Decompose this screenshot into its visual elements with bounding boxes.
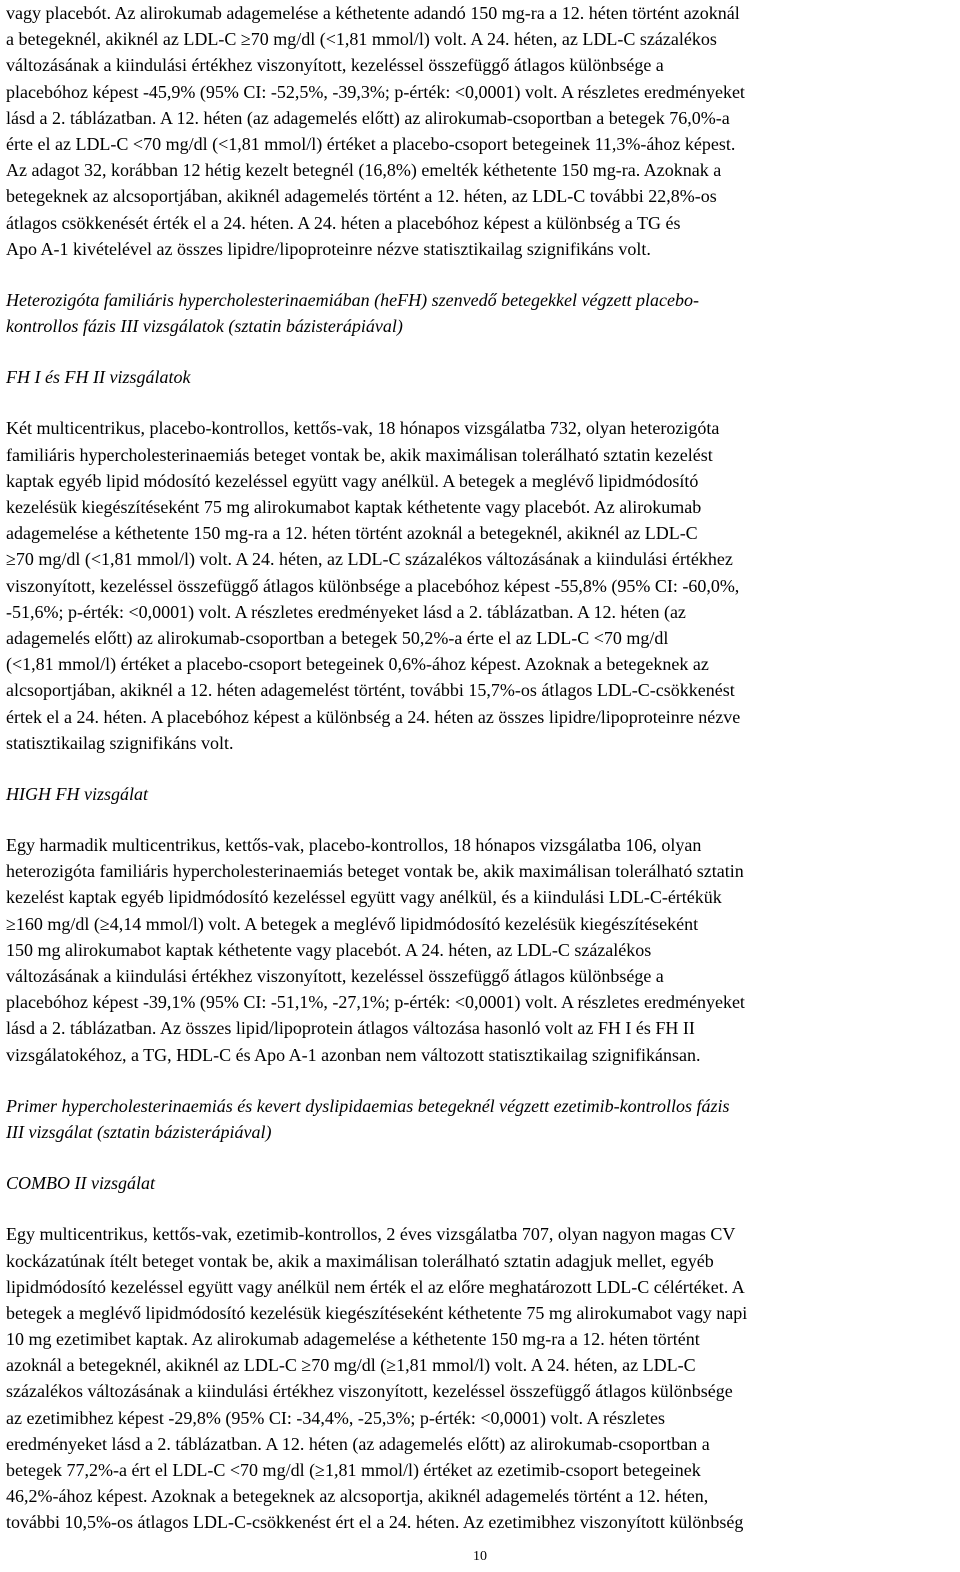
- text-line: viszonyított, kezeléssel összefüggő átlagos különbsége a placebóhoz képest -55,8% (95% CI: -60,0%,: [6, 575, 740, 596]
- block-gap: [6, 1196, 956, 1221]
- text-line: a betegeknél, akiknél az LDL-C ≥70 mg/dl (<1,81 mmol/l) volt. A 24. héten, az LDL-C százalékos: [6, 29, 717, 50]
- text-line: kockázatúnak ítélt beteget vontak be, akik a maximálisan tolerálható sztatin adagjuk mellet, egyéb: [6, 1250, 714, 1271]
- section-heading: [6, 1093, 956, 1145]
- text-line: III vizsgálat (sztatin bázisterápiával): [6, 1121, 272, 1142]
- body-paragraph: [6, 1221, 956, 1535]
- text-line: Egy multicentrikus, kettős-vak, ezetimib-kontrollos, 2 éves vizsgálatba 707, olyan nagyon magas CV: [6, 1224, 736, 1245]
- text-line: 150 mg alirokumabot kaptak kéthetente vagy placebót. A 24. héten, az LDL-C százalékos: [6, 939, 652, 960]
- text-line: betegeknek az alcsoportjában, akiknél adagemelés történt a 12. héten, az LDL-C további 22,8%-os: [6, 186, 717, 207]
- text-line: Apo A-1 kivételével az összes lipidre/lipoproteinre nézve statisztikailag szignifikáns volt.: [6, 238, 651, 259]
- text-line: -51,6%; p-érték: <0,0001) volt. A részletes eredményeket lásd a 2. táblázatban. A 12. héten (az: [6, 601, 686, 622]
- text-line: ≥160 mg/dl (≥4,14 mmol/l) volt. A betegek a meglévő lipidmódosító kezelésük kiegészítéseként: [6, 913, 699, 934]
- text-line: betegek 77,2%-a ért el LDL-C <70 mg/dl (≥1,81 mmol/l) értéket az ezetimib-csoport betegeinek: [6, 1460, 701, 1480]
- text-line: változásának a kiindulási értékhez viszonyított, kezeléssel összefüggő átlagos különbsége a: [6, 966, 664, 986]
- text-line: Primer hypercholesterinaemiás és kevert dyslipidaemias betegeknél végzett ezetimib-kontrollos fázis: [6, 1095, 730, 1116]
- text-line: értek el a 24. héten. A placebóhoz képest a különbség a 24. héten az összes lipidre/lipoproteinre nézve: [6, 706, 741, 727]
- text-line: adagemelés előtt) az alirokumab-csoportban a betegek 50,2%-a érte el az LDL-C <70 mg/dl: [6, 627, 669, 648]
- text-line: heterozigóta familiáris hypercholesterinaemiás beteget vontak be, akik maximálisan tolerálható sztatin: [6, 861, 744, 882]
- text-line: Két multicentrikus, placebo-kontrollos, kettős-vak, 18 hónapos vizsgálatba 732, olyan heterozigóta: [6, 418, 720, 439]
- text-line: kontrollos fázis III vizsgálatok (sztatin bázisterápiával): [6, 316, 403, 337]
- subsection-heading: [6, 364, 956, 390]
- text-line: familiáris hypercholesterinaemiás beteget vontak be, akik maximálisan tolerálható sztatin kezelést: [6, 444, 713, 465]
- text-line: érte el az LDL-C <70 mg/dl (<1,81 mmol/l) értéket a placebo-csoport betegeinek 11,3%-ához képest.: [6, 133, 736, 154]
- text-line: százalékos változásának a kiindulási értékhez viszonyított, kezeléssel összefüggő átlagos különbsége: [6, 1381, 733, 1402]
- subsection-heading: [6, 1170, 956, 1196]
- text-line: lásd a 2. táblázatban. A 12. héten (az adagemelés előtt) az alirokumab-csoportban a betegek 76,0%-a: [6, 107, 730, 128]
- text-line: adagemelése a kéthetente 150 mg-ra a 12. héten történt azoknál a betegeknél, akiknél az LDL-C: [6, 523, 698, 544]
- block-gap: [6, 390, 956, 415]
- text-line: (<1,81 mmol/l) értéket a placebo-csoport betegeinek 0,6%-ához képest. Azoknak a betegeknek az: [6, 654, 709, 675]
- text-line: átlagos csökkenését érték el a 24. héten. A 24. héten a placebóhoz képest a különbség a TG és: [6, 212, 681, 233]
- text-line: statisztikailag szignifikáns volt.: [6, 732, 234, 753]
- text-line: HIGH FH vizsgálat: [6, 783, 148, 804]
- text-line: lipidmódosító kezeléssel együtt vagy anélkül nem érték el az előre meghatározott LDL-C célértéket. A: [6, 1276, 745, 1297]
- text-line: betegek a meglévő lipidmódosító kezelésük kiegészítéseként kéthetente 75 mg alirokumabot vagy napi: [6, 1302, 748, 1323]
- block-gap: [6, 1068, 956, 1093]
- text-line: Az adagot 32, korábban 12 hétig kezelt betegnél (16,8%) emelték kéthetente 150 mg-ra. Azoknak a: [6, 160, 722, 181]
- text-line: azoknál a betegeknél, akiknél az LDL-C ≥70 mg/dl (≥1,81 mmol/l) volt. A 24. héten, az LDL-C: [6, 1355, 696, 1376]
- page-number: 10: [473, 1549, 487, 1564]
- body-paragraph: [6, 832, 956, 1068]
- text-line: kezelésük kiegészítéseként 75 mg alirokumabot kaptak kéthetente vagy placebót. Az alirokumab: [6, 497, 702, 517]
- text-line: 46,2%-ához képest. Azoknak a betegeknek az alcsoportja, akiknél adagemelés történt a 12. héten,: [6, 1486, 709, 1507]
- text-line: Heterozigóta familiáris hypercholesterinaemiában (heFH) szenvedő betegekkel végzett placebo-: [6, 289, 699, 310]
- text-line: vagy placebót. Az alirokumab adagemelése a kéthetente adandó 150 mg-ra a 12. héten történt azoknál: [6, 3, 740, 23]
- text-line: további 10,5%-os átlagos LDL-C-csökkenést ért el a 24. héten. Az ezetimibhez viszonyított különbség: [6, 1512, 744, 1533]
- body-paragraph: [6, 415, 956, 755]
- block-gap: [6, 262, 956, 287]
- text-line: FH I és FH II vizsgálatok: [6, 367, 191, 388]
- text-line: ≥70 mg/dl (<1,81 mmol/l) volt. A 24. héten, az LDL-C százalékos változásának a kiindulási értékhez: [6, 549, 733, 570]
- text-line: placebóhoz képest -45,9% (95% CI: -52,5%, -39,3%; p-érték: <0,0001) volt. A részletes eredményeket: [6, 81, 745, 102]
- text-line: lásd a 2. táblázatban. Az összes lipid/lipoprotein átlagos változása hasonló volt az FH I és FH II: [6, 1018, 695, 1039]
- text-line: Egy harmadik multicentrikus, kettős-vak, placebo-kontrollos, 18 hónapos vizsgálatba 106, olyan: [6, 835, 702, 856]
- text-line: kezelést kaptak egyéb lipidmódosító kezeléssel együtt vagy anélkül, és a kiindulási LDL-C-értékük: [6, 887, 722, 908]
- text-line: alcsoportjában, akiknél a 12. héten adagemelést történt, további 15,7%-os átlagos LDL-C-csökkenést: [6, 680, 735, 701]
- subsection-heading: [6, 781, 956, 807]
- block-gap: [6, 339, 956, 364]
- section-heading: [6, 287, 956, 339]
- block-gap: [6, 756, 956, 781]
- document-page: [6, 0, 956, 1536]
- body-paragraph: [6, 0, 956, 262]
- text-line: az ezetimibhez képest -29,8% (95% CI: -34,4%, -25,3%; p-érték: <0,0001) volt. A részletes: [6, 1407, 665, 1428]
- block-gap: [6, 807, 956, 832]
- text-line: vizsgálatokéhoz, a TG, HDL-C és Apo A-1 azonban nem változott statisztikailag szignifikánsan.: [6, 1044, 701, 1065]
- text-line: változásának a kiindulási értékhez viszonyított, kezeléssel összefüggő átlagos különbsége a: [6, 55, 664, 76]
- text-line: 10 mg ezetimibet kaptak. Az alirokumab adagemelése a kéthetente 150 mg-ra a 12. héten történt: [6, 1329, 700, 1350]
- text-line: kaptak egyéb lipid módosító kezeléssel együtt vagy anélkül. A betegek a meglévő lipidmódosító: [6, 470, 699, 491]
- block-gap: [6, 1145, 956, 1170]
- text-line: COMBO II vizsgálat: [6, 1173, 155, 1194]
- text-line: eredményeket lásd a 2. táblázatban. A 12. héten (az adagemelés előtt) az alirokumab-csoportban a: [6, 1433, 710, 1454]
- text-line: placebóhoz képest -39,1% (95% CI: -51,1%, -27,1%; p-érték: <0,0001) volt. A részletes eredményeket: [6, 992, 745, 1013]
